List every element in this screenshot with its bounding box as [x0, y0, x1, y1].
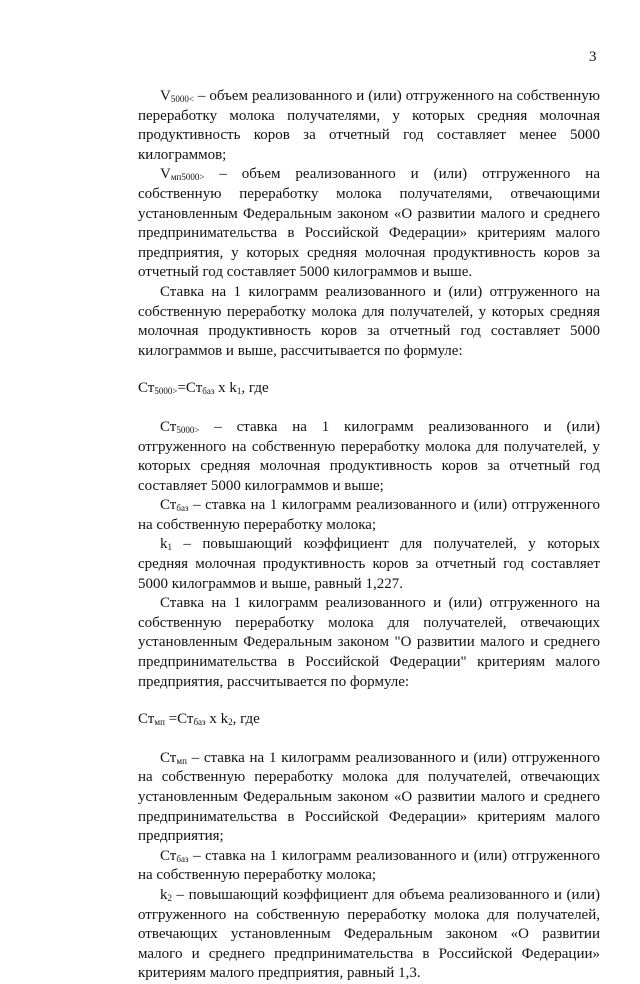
- symbol-subscript: 5000<: [170, 94, 194, 104]
- definition-text: – объем реализованного и (или) отгруженного на собственную переработку молока получателями, у которых средняя молочная продуктивность коров за отчетный год составляет менее 5000 килограммов;: [138, 88, 600, 163]
- formula-tail: , где: [241, 380, 269, 397]
- definition-text: – повышающий коэффициент для объема реализованного и (или) отгруженного на собственную переработку молока для получателей, отвечающих установленным Федеральным законом «О развитии малого и среднего предпринимательства в Российской Федерации» критериям малого предприятия, равный 1,3.: [138, 886, 600, 982]
- symbol: V: [160, 166, 171, 183]
- paragraph-text: Ставка на 1 килограмм реализованного и (или) отгруженного на собственную переработку молока для получателей, у которых средняя молочная продуктивность коров за отчетный год составляет 5000 килограммов и выше, рассчитывается по формуле:: [138, 283, 600, 359]
- definition-k1: [138, 535, 600, 594]
- symbol-subscript: баз: [176, 503, 189, 514]
- symbol: Ст: [160, 847, 177, 864]
- definition-k2: [138, 886, 600, 984]
- definition-text: – повышающий коэффициент для получателей, у которых средняя молочная продуктивность коров за отчетный год составляет 5000 килограммов и выше, равный 1,227.: [138, 536, 600, 592]
- symbol-subscript: баз: [176, 853, 189, 864]
- symbol: k: [160, 886, 168, 903]
- symbol-subscript: 1: [167, 542, 172, 553]
- formula-term: =Ст: [177, 380, 203, 397]
- symbol: Ст: [160, 418, 177, 435]
- formula-term: Ст: [138, 380, 155, 397]
- definition-v5000-less: [138, 87, 600, 165]
- symbol-subscript: 5000>: [176, 424, 200, 435]
- formula-subscript: 5000>: [154, 386, 178, 397]
- formula-subscript: 2: [228, 717, 233, 728]
- formula-1: [138, 379, 600, 399]
- definition-stbaz: [138, 496, 600, 535]
- symbol: V: [160, 88, 171, 104]
- rate-paragraph-1: [138, 283, 600, 361]
- symbol: Ст: [160, 497, 177, 514]
- definition-text: – ставка на 1 килограмм реализованного и (или) отгруженного на собственную переработку молока для получателей, у которых средняя молочная продуктивность коров за отчетный год составляет 5000 килограммов и выше;: [138, 418, 600, 494]
- symbol-subscript: 2: [167, 892, 172, 903]
- definition-stmp: [138, 749, 600, 847]
- formula-subscript: 1: [236, 386, 242, 397]
- definition-text: – ставка на 1 килограмм реализованного и (или) отгруженного на собственную переработку молока для получателей, отвечающих установленным Федеральным законом «О развитии малого и среднего предпринимательства в Российской Федерации» критериям малого предприятия;: [138, 749, 600, 845]
- rate-paragraph-2: [138, 594, 600, 692]
- formula-term: =Ст: [164, 711, 194, 728]
- page-number: 3: [589, 49, 597, 65]
- definition-text: – ставка на 1 килограмм реализованного и (или) отгруженного на собственную переработку молока;: [138, 847, 600, 884]
- definition-text: – ставка на 1 килограмм реализованного и (или) отгруженного на собственную переработку молока;: [138, 497, 600, 533]
- definition-vmp5000: [138, 165, 600, 283]
- formula-subscript: мп: [154, 717, 165, 728]
- document-body: [138, 87, 600, 984]
- formula-tail: , где: [232, 711, 260, 728]
- formula-2: [138, 710, 600, 730]
- symbol-subscript: мп: [176, 755, 187, 766]
- definition-text: – объем реализованного и (или) отгруженного на собственную переработку молока получателями, отвечающими установленным Федеральным законом «О развитии малого и среднего предпринимательства в Российской Федерации» критериям малого предприятия, у которых средняя молочная продуктивность коров за отчетный год составляет 5000 килограммов и выше.: [138, 166, 600, 281]
- formula-term: x k: [205, 711, 229, 728]
- formula-subscript: баз: [193, 717, 206, 728]
- symbol-subscript: мп5000>: [170, 172, 205, 183]
- formula-term: x k: [214, 380, 237, 397]
- formula-subscript: баз: [202, 386, 215, 397]
- definition-stbaz-2: [138, 847, 600, 886]
- paragraph-text: Ставка на 1 килограмм реализованного и (или) отгруженного на собственную переработку молока для получателей, отвечающих установленным Федеральным законом "О развитии малого и среднего предпринимательства в Российской Федерации" критериям малого предприятия, рассчитывается по формуле:: [138, 595, 600, 690]
- definition-st5000: [138, 418, 600, 496]
- formula-term: Ст: [138, 711, 155, 728]
- symbol: k: [160, 536, 168, 553]
- symbol: Ст: [160, 749, 177, 766]
